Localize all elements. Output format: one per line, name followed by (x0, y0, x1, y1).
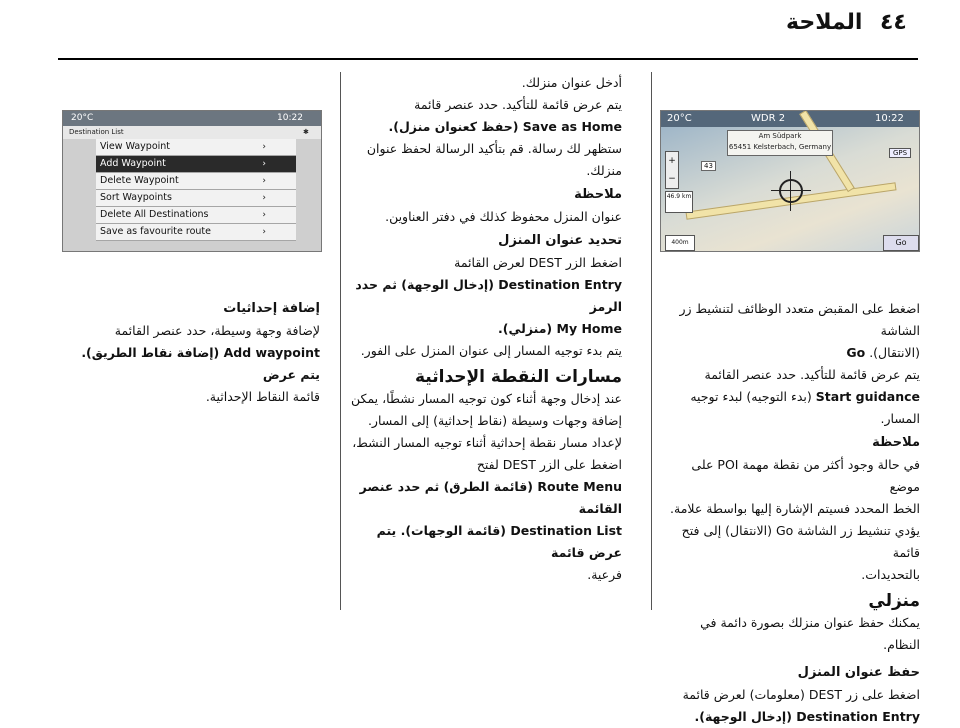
distance-box: 46.9 km (665, 191, 693, 213)
text-line: قائمة النقاط الإحداثية. (205, 389, 320, 404)
text-paragraph: اضغط على زر DEST (معلومات) لعرض قائمة (682, 687, 920, 702)
text-line: Add waypoint (إضافة نقاط الطريق). يتم عرض (81, 345, 320, 382)
gps-indicator: GPS (889, 148, 911, 158)
note-line: عنوان المنزل محفوظ كذلك في دفتر العناوين. (385, 209, 622, 224)
list-item[interactable] (96, 139, 296, 156)
note-line: بالتحديدات. (861, 567, 920, 582)
radio-station: WDR 2 (751, 113, 786, 124)
text-paragraph: يتم عرض قائمة للتأكيد. حدد عنصر القائمة (704, 367, 920, 382)
list-item-label: Delete All Destinations (100, 209, 209, 220)
left-column (62, 296, 320, 408)
temperature: 20°C (71, 113, 94, 123)
text-line: ستظهر لك رسالة. قم بتأكيد الرسالة لحفظ عنوان منزلك. (366, 141, 622, 178)
road-number-sign: 43 (701, 161, 716, 171)
note-heading: ملاحظة (872, 435, 920, 450)
text-paragraph: اضغط على المقبض متعدد الوظائف لتنشيط زر الشاشة (679, 301, 920, 338)
list-item-label: Save as favourite route (100, 226, 211, 237)
address-popup: Am Südpark 65451 Kelsterbach, Germany (727, 130, 833, 156)
text-line: يتم بدء توجيه المسار إلى عنوان المنزل على الفور. (360, 343, 622, 358)
note-line: يؤدي تنشيط زر الشاشة Go (الانتقال) إلى فتح قائمة (681, 523, 920, 560)
text-line: لإعداد مسار نقطة إحداثية أثناء توجيه المسار النشط، (352, 435, 622, 450)
list-item[interactable] (96, 173, 296, 190)
column-divider-right (651, 72, 652, 610)
subsection-heading: حفظ عنوان المنزل (797, 665, 920, 680)
list-item-label: Add Waypoint (100, 158, 166, 169)
text-line: Save as Home (حفظ كعنوان منزل). (388, 119, 622, 134)
crosshair-icon (779, 179, 803, 203)
text-line: فرعية. (587, 567, 622, 582)
text-line: My Home (منزلي). (498, 321, 622, 336)
navigation-map-screenshot (660, 110, 920, 252)
text-line: يتم عرض قائمة للتأكيد. حدد عنصر قائمة (414, 97, 622, 112)
go-button[interactable]: Go (883, 235, 919, 251)
middle-column (350, 72, 622, 586)
text-line: لإضافة وجهة وسيطة، حدد عنصر القائمة (114, 323, 320, 338)
subsection-heading: إضافة إحداثيات (223, 301, 320, 316)
list-item[interactable] (96, 207, 296, 224)
list-title: Destination List (69, 128, 124, 136)
list-header (63, 126, 321, 140)
text-line: اضغط على الزر DEST لفتح (476, 457, 622, 472)
text-paragraph: (الانتقال). Go (846, 345, 920, 360)
temperature: 20°C (667, 113, 692, 124)
zoom-control[interactable]: + − (665, 151, 679, 189)
chevron-right-icon: › (262, 159, 266, 169)
chevron-right-icon: › (262, 193, 266, 203)
clock: 10:22 (277, 113, 303, 123)
text-line: اضغط الزر DEST لعرض القائمة (454, 255, 622, 270)
map-view[interactable] (661, 127, 919, 251)
list-item[interactable] (96, 156, 296, 173)
list-item[interactable] (96, 190, 296, 207)
right-column (660, 298, 920, 728)
status-bar (63, 111, 321, 126)
section-heading: مسارات النقطة الإحداثية (414, 367, 622, 387)
text-line: إضافة وجهات وسيطة (نقاط إحداثية) إلى المسار. (367, 413, 622, 428)
text-line: عند إدخال وجهة أثناء كون توجيه المسار نشطًا، يمكن (351, 391, 622, 406)
list-item-label: View Waypoint (100, 141, 171, 152)
map-scale: 400m (665, 235, 695, 251)
text-line: Route Menu (قائمة الطرق) ثم حدد عنصر القائمة (359, 479, 622, 516)
note-line: في حالة وجود أكثر من نقطة مهمة POI على موضع (691, 457, 920, 494)
subsection-heading: تحديد عنوان المنزل (498, 233, 622, 248)
text-paragraph: Start guidance (بدء التوجيه) لبدء توجيه المسار. (690, 389, 920, 426)
list-item-label: Sort Waypoints (100, 192, 172, 203)
destination-menu (96, 139, 296, 241)
list-item-label: Delete Waypoint (100, 175, 179, 186)
list-item[interactable] (96, 224, 296, 241)
chevron-right-icon: › (262, 227, 266, 237)
page-number: ٤٤ (880, 10, 907, 35)
page-title: الملاحة (786, 10, 863, 35)
text-paragraph: يمكنك حفظ عنوان منزلك بصورة دائمة في النظام. (700, 615, 920, 652)
clock: 10:22 (875, 113, 904, 124)
chevron-right-icon: › (262, 210, 266, 220)
note-heading: ملاحظة (574, 187, 622, 202)
destination-list-screenshot (62, 110, 322, 252)
status-bar (661, 111, 919, 127)
chevron-right-icon: › (262, 176, 266, 186)
text-line: Destination List (قائمة الوجهات). يتم عرض قائمة (376, 523, 622, 560)
text-line: Destination Entry (إدخال الوجهة) ثم حدد الرمز (355, 277, 622, 314)
text-line: أدخل عنوان منزلك. (521, 75, 622, 90)
chevron-right-icon: › (262, 142, 266, 152)
column-divider-left (340, 72, 341, 610)
note-line: الخط المحدد فسيتم الإشارة إليها بواسطة علامة. (670, 501, 920, 516)
text-paragraph: Destination Entry (إدخال الوجهة). (694, 709, 920, 724)
bluetooth-icon: ✱ (303, 128, 309, 136)
section-heading: منزلي (868, 591, 920, 611)
header-rule (58, 58, 918, 60)
